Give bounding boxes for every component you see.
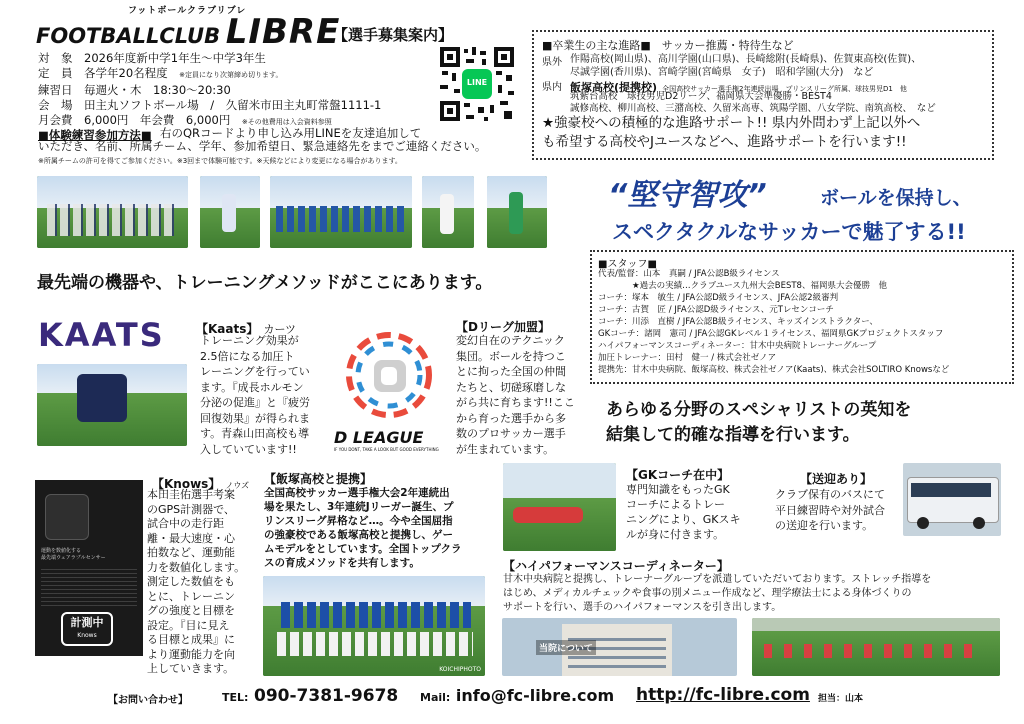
line-qr-label: LINE — [466, 78, 488, 87]
photo-iizuka-team — [263, 576, 485, 676]
info-row-target: 対 象 2026年度新中学1年生〜中学3年生 — [38, 51, 266, 65]
footer-mail — [420, 686, 614, 705]
footer-contact-label: 【お問い合わせ】 — [108, 695, 188, 706]
specialist-heading: あらゆる分野のスペシャリストの英知を 結集して的確な指導を行います。 — [606, 400, 912, 445]
info-row-fee: 月会費 6,000円 年会費 6,000円 ※その他費用は入会資料参照 — [38, 113, 332, 127]
dleague-emblem — [334, 330, 444, 425]
graduates-in-school: 飯塚高校(提携校) — [570, 81, 658, 94]
staff-list — [598, 268, 949, 376]
recruitment-subtitle: 【選手募集案内】 — [333, 26, 454, 44]
dleague-logo-sub: IF YOU DONT, TAKE A LOOK BUT GOOD EVERYTHING — [334, 447, 439, 452]
gk-text: 専門知識をもったGK コーチによるトレー ニングにより、GKスキ ルが身に付きます。 — [626, 483, 741, 541]
photo-stretching — [752, 618, 1000, 676]
info-row-venue: 会 場 田主丸ソフトボール場 / 久留米市田主丸町常盤1111-1 — [38, 98, 382, 112]
graduates-in-label: 県内 — [542, 82, 562, 93]
footer-tel-number[interactable]: 090-7381-9678 — [254, 686, 399, 706]
staff-line: 加圧トレーナー：田村 健一 / 株式会社ゼノア — [598, 353, 777, 363]
bus-title: 【送迎あり】 — [800, 472, 873, 486]
club-logo — [36, 12, 340, 52]
logo-ruby: フットボールクラブリブレ — [128, 6, 247, 16]
photo-team-lineup — [270, 176, 412, 248]
iizuka-photo-credit: KOICHIPHOTO — [439, 666, 481, 673]
knows-badge — [61, 612, 113, 646]
staff-line: 代表/監督：山本 真嗣 / JFA公認B級ライセンス — [598, 269, 780, 279]
footer-mail-address[interactable]: info@fc-libre.com — [455, 686, 615, 705]
footer-url[interactable]: http://fc-libre.com — [636, 685, 810, 705]
hospital-sign: 当院について — [536, 640, 596, 655]
graduates-out-text: 作陽高校(岡山県)、高川学園(山口県)、長崎総附(長崎県)、佐賀東高校(佐賀)、 尽誠学園(香川県)、宮崎学園(宮崎県 女子) 昭和学園(大分) など — [570, 54, 922, 78]
staff-line: ハイパフォーマンスコーディネーター：甘木中央病院トレーナーグループ — [598, 341, 877, 351]
footer-tel — [222, 686, 398, 706]
slogan-main: “堅守智攻” — [608, 178, 767, 213]
knows-title-suffix: ノウズ — [225, 481, 250, 490]
info-row-capacity: 定 員 各学年20名程度 ※定員になり次第締め切ります。 — [38, 66, 283, 80]
bus-text: クラブ保有のバスにて 平日練習時や対外試合 の送迎を行います。 — [775, 488, 885, 532]
slogan-line2: スペクタクルなサッカーで魅了する!! — [612, 220, 966, 244]
photo-club-bus — [903, 463, 1001, 536]
gk-title: 【GKコーチ在中】 — [626, 468, 730, 482]
info-row-practice-day: 練習日 毎週火・木 18:30〜20:30 — [38, 83, 231, 97]
trial-note: ※所属チームの許可を得てご参加ください。※3回まで体験可能です。※天候などにより変更になる場合があります。 — [38, 157, 402, 165]
dleague-logo: D LEAGUE — [334, 428, 424, 447]
kaats-title-suffix: カーツ — [263, 323, 297, 336]
knows-badge-sub: Knows — [77, 632, 97, 639]
knows-device-caption: 運動を数値化する 最先端ウェアラブルセンサー — [41, 548, 106, 561]
footer-person: 担当：山本 — [818, 694, 864, 704]
photo-player-green — [487, 176, 547, 248]
trial-title: ■体験練習参加方法■ — [38, 128, 152, 142]
staff-line: コーチ：古賀 匠 / JFA公認D級ライセンス、元Tレセンコーチ — [598, 305, 834, 315]
staff-line: 提携先：甘木中央病院、飯塚高校、株式会社ゼノア(Kaats)、株式会社SOLTIRO Knowsなど — [598, 365, 950, 375]
info-block — [38, 51, 468, 130]
kaats-logo: KAATS — [38, 316, 165, 354]
photo-team-group — [37, 176, 188, 248]
graduates-in-text: 筑紫台高校 球技男児D2リーグ、福岡県大会準優勝・BEST4 誠修高校、柳川高校、三潴高校、久留米高専、筑陽学園、八女学院、南筑高校、 など — [570, 91, 936, 114]
photo-kaats-training — [37, 364, 187, 446]
graduates-in-school-note: 全国高校サッカー選手権2年連続出場 プリンスリーグ所属、球技男児D1 他 — [662, 85, 907, 93]
photo-hospital — [502, 618, 737, 676]
trial-text: 右のQRコードより申し込み用LINEを友達追加して いただき、名前、所属チーム、学年、参加希望日、緊急連絡先をまでご連絡ください。 — [38, 126, 487, 153]
footer-tel-label: TEL: — [222, 691, 249, 704]
footer-mail-label: Mail: — [420, 691, 451, 704]
graduates-support: ★強豪校への積極的な進路サポート!! 県内外問わず上記以外へ も希望する高校やJユースなどへ、進路サポートを行います!! — [542, 115, 921, 150]
line-qr-code[interactable] — [438, 45, 516, 123]
kaats-title: 【Kaats】 — [196, 322, 259, 336]
tech-heading: 最先端の機器や、トレーニングメソッドがここにあります。 — [37, 273, 493, 293]
photo-player-kick — [200, 176, 260, 248]
knows-title: 【Knows】 — [152, 477, 221, 491]
dleague-text: 変幻自在のテクニック 集団。ボールを持つこ とに拘った全国の仲間 たちと、切磋琢磨しな がら共に育ちます!!ここ から育った選手から多 数のプロサッカー選手 が生まれています。 — [456, 334, 575, 456]
knows-badge-text: 計測中 — [70, 616, 104, 629]
graduates-out-label: 県外 — [542, 57, 562, 68]
staff-line: ★過去の実績…クラブユース九州大会BEST8、福岡県大会優勝 他 — [598, 281, 887, 291]
hp-title: 【ハイパフォーマンスコーディネーター】 — [503, 559, 729, 573]
iizuka-text: 全国高校サッカー選手権大会2年連続出 場を果たし、3年連続Jリーガー誕生、プ リンスリーグ昇格など…。今や全国屈指 の強豪校である飯塚高校と提携し、ゲー ムモデルをとしています。全国トップクラ スの育成メソッドを共有します。 — [264, 487, 462, 569]
slogan-line1: ボールを保持し、 — [820, 187, 972, 209]
photo-player-white — [422, 176, 474, 248]
staff-line: コーチ：塚本 敏生 / JFA公認D級ライセンス、JFA公認2級審判 — [598, 293, 839, 303]
staff-title: ■スタッフ■ — [598, 259, 657, 270]
knows-text: 本田圭佑選手考案 のGPS計測器で、 試合中の走行距 離・最大速度・心 拍数など、運動能 力を数値化します。 測定した数値をも とに、トレーニン グの強度と目標を 設定。『目に見え る目標と成果』に より運動能力を向 上していきます。 — [147, 488, 246, 675]
kaats-text: トレーニング効果が 2.5倍になる加圧ト レーニングを行ってい ます。『成長ホルモン 分泌の促進』と『疲労 回復効果』が得られま す。青森山田高校も導 入していています!! — [200, 334, 310, 456]
staff-line: コーチ：川添 直樹 / JFA公認B級ライセンス、キッズインストラクター、 — [598, 317, 878, 327]
photo-gk-training — [503, 463, 616, 551]
knows-device-panel — [35, 480, 143, 656]
logo-libre: LIBRE — [225, 12, 341, 52]
logo-footballclub: FOOTBALLCLUB — [36, 24, 221, 48]
dleague-title: 【Dリーグ加盟】 — [456, 320, 550, 334]
iizuka-title: 【飯塚高校と提携】 — [264, 472, 373, 486]
staff-line: GKコーチ：諸岡 憲司 / JFA公認GKレベル１ライセンス、福岡県GKプロジェクトスタッフ — [598, 329, 944, 339]
hp-text: 甘木中央病院と提携し、トレーナーグループを派遣していただいております。ストレッチ指導を はじめ、メディカルチェックや食事の別メニュー作成など、理学療法士による身体づくりの サポートを行い、選手のハイパフォーマンスを引き出します。 — [503, 574, 932, 613]
graduates-title: ■卒業生の主な進路■ サッカー推薦・特待生など — [542, 39, 794, 52]
